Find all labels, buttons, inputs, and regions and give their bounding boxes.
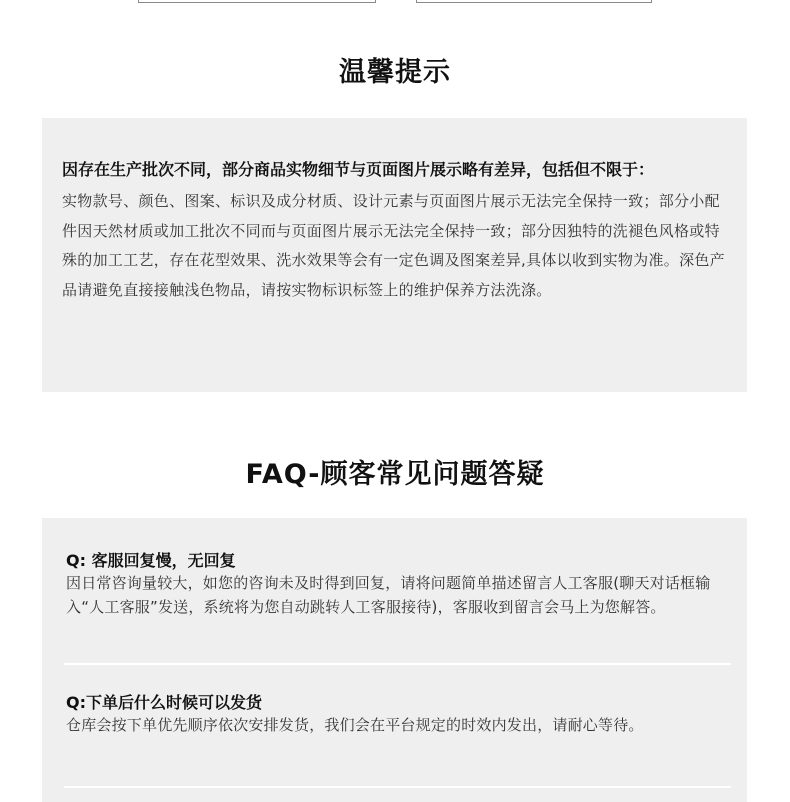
notice-title: 温馨提示: [339, 57, 451, 88]
faq-item: [66, 550, 734, 619]
notice-heading: 因存在生产批次不同，部分商品实物细节与页面图片展示略有差异，包括但不限于：: [62, 160, 655, 179]
faq-question: Q:下单后什么时候可以发货: [66, 693, 263, 712]
notice-panel: [42, 118, 747, 392]
faq-divider: [64, 663, 731, 665]
faq-question: Q: 客服回复慢，无回复: [66, 551, 236, 570]
faq-answer: 因日常咨询量较大，如您的咨询未及时得到回复，请将问题简单描述留言人工客服(聊天对话框输入“人工客服”发送，系统将为您自动跳转人工客服接待)，客服收到留言会马上为您解答。: [66, 574, 711, 616]
faq-answer: 仓库会按下单优先顺序依次安排发货，我们会在平台规定的时效内发出，请耐心等待。: [66, 716, 644, 734]
notice-body: 实物款号、颜色、图案、标识及成分材质、设计元素与页面图片展示无法完全保持一致；部分小配件因天然材质或加工批次不同而与页面图片展示无法完全保持一致；部分因独特的洗褪色风格或特殊的加工工艺，存在花型效果、洗水效果等会有一定色调及图案差异,具体以收到实物为准。深色产品请避免直接接触浅色物品，请按实物标识标签上的维护保养方法洗涤。: [62, 192, 725, 299]
faq-panel: [42, 518, 747, 802]
top-left-box: [138, 0, 376, 3]
faq-title: FAQ-顾客常见问题答疑: [245, 459, 545, 490]
top-right-box: [416, 0, 652, 3]
faq-item: [66, 692, 734, 738]
faq-divider: [64, 786, 731, 788]
